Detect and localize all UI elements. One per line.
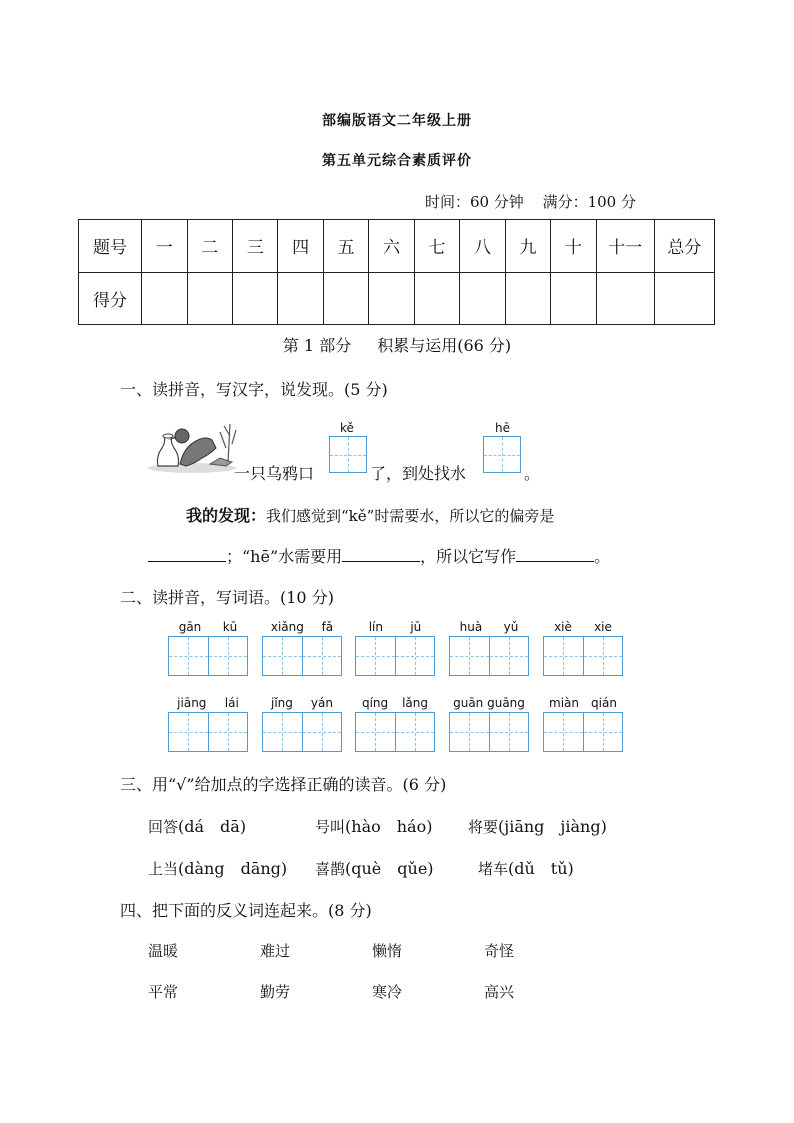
q2-writing-box[interactable] [543,712,623,752]
q2-pinyin: yán [310,696,333,710]
q2-writing-cell[interactable] [263,637,302,675]
q2-pinyin-pair [168,696,248,710]
score-header-cell: 三 [233,220,278,273]
q1-writing-box-2[interactable] [483,436,521,473]
q2-writing-cell[interactable] [302,637,342,675]
q2-pinyin: miàn [549,696,579,710]
score-header-cell: 六 [369,220,414,273]
q2-writing-box[interactable] [449,636,529,676]
q1-discovery-text: 我们感觉到“kě”时需要水，所以它的偏旁是 [266,507,555,525]
part-label: 第 1 部分 [282,336,352,355]
crow-pitcher-illustration [146,418,238,474]
q4-word-top[interactable]: 难过 [260,942,291,960]
q1-line-b: 了，到处找水 [370,464,467,483]
q2-pinyin: yǔ [503,620,519,634]
q2-writing-cell[interactable] [489,637,529,675]
score-input-cell[interactable] [414,272,459,325]
q2-writing-cell[interactable] [263,713,302,751]
score-header-cell: 一 [142,220,187,273]
q2-pinyin-pair [449,620,529,634]
q3-item [148,856,287,879]
score-header-cell: 二 [187,220,232,273]
score-header-cell: 八 [460,220,505,273]
q4-title: 四、把下面的反义词连起来。(8 分) [120,901,372,920]
score-input-cell[interactable] [596,272,654,325]
q2-pinyin: qíng [361,696,389,710]
q2-writing-box[interactable] [168,712,248,752]
q2-pinyin-pair [168,620,248,634]
q3-pinyin-options[interactable]: (hào háo) [345,817,433,836]
q2-pinyin: xiè [554,620,572,634]
q2-writing-cell[interactable] [489,713,529,751]
score-input-cell[interactable] [460,272,505,325]
q2-pinyin-pair [355,696,435,710]
q2-pinyin-pair [355,620,435,634]
paper-subtitle: 第五单元综合素质评价 [322,153,472,169]
q1-title: 一、读拼音，写汉字，说发现。(5 分) [120,380,388,399]
score-input-cell[interactable] [142,272,187,325]
score-header-cell: 五 [323,220,368,273]
q3-word: 号叫 [315,818,346,836]
score-table [78,219,715,325]
q2-pinyin-pair [449,696,529,710]
time-limit: 时间：60 分钟 [424,193,524,211]
q1-blank-3[interactable] [516,547,594,562]
score-row-label: 得分 [79,272,142,325]
q3-title: 三、用“√”给加点的字选择正确的读音。(6 分) [120,775,447,794]
q2-pinyin: xiǎng [270,620,304,634]
q4-word-bottom[interactable]: 高兴 [484,983,515,1001]
score-table-header-row [79,220,715,273]
q2-pinyin: lín [368,620,383,634]
q2-pinyin: lái [224,696,239,710]
q3-pinyin-options[interactable]: (dá dā) [178,817,247,836]
score-header-cell: 十一 [596,220,654,273]
q2-pinyin: gān [178,620,202,634]
score-header-cell: 九 [505,220,550,273]
q1-line2-b: ，所以它写作 [420,547,517,566]
q2-writing-cell[interactable] [302,713,342,751]
q1-line-a: 一只乌鸦口 [234,464,315,483]
q4-word-bottom[interactable]: 寒冷 [372,983,403,1001]
q3-pinyin-options[interactable]: (dàng dāng) [178,859,288,878]
q2-writing-cell[interactable] [583,713,623,751]
q1-line2-c: 。 [594,547,611,566]
score-input-cell[interactable] [323,272,368,325]
q3-word: 将要 [468,818,499,836]
q1-discovery-line2 [148,544,610,567]
q2-pinyin: jǐng [271,696,293,710]
q1-blank-1[interactable] [148,547,226,562]
q4-word-bottom[interactable]: 勤劳 [260,983,291,1001]
q2-writing-box[interactable] [168,636,248,676]
score-input-cell[interactable] [233,272,278,325]
q2-pinyin: qián [591,696,617,710]
q2-pinyin-pair [262,620,342,634]
part-title: 积累与运用(66 分) [377,336,512,355]
q3-item [148,814,246,837]
q3-word: 喜鹊 [315,860,346,878]
time-info [411,191,636,212]
q2-writing-box[interactable] [449,712,529,752]
q2-pinyin: kū [222,620,238,634]
q2-pinyin-pair [543,696,623,710]
q1-line2-a: ；“hē”水需要用 [226,547,343,566]
q2-writing-cell[interactable] [208,637,248,675]
score-input-cell[interactable] [187,272,232,325]
q3-word: 堵车 [478,860,509,878]
q1-blank-2[interactable] [342,547,420,562]
score-header-label: 题号 [79,220,142,273]
q1-writing-box-1[interactable] [329,436,367,473]
q2-title: 二、读拼音，写词语。(10 分) [120,588,334,607]
q2-writing-cell[interactable] [544,713,583,751]
q2-pinyin-pair [543,620,623,634]
score-input-cell[interactable] [278,272,323,325]
q4-word-top[interactable]: 温暖 [148,942,179,960]
score-table-score-row [79,272,715,325]
q3-word: 回答 [148,818,179,836]
q3-item [478,856,574,879]
q3-item [468,814,607,837]
q2-writing-cell[interactable] [356,713,395,751]
q3-pinyin-options[interactable]: (dǔ tǔ) [508,859,574,878]
q2-writing-box[interactable] [543,636,623,676]
q4-word-bottom[interactable]: 平常 [148,983,179,1001]
full-score: 满分：100 分 [542,193,636,211]
score-header-cell: 四 [278,220,323,273]
q3-pinyin-options[interactable]: (què qǔe) [345,859,434,878]
q1-line-c: 。 [524,464,541,483]
score-header-cell: 十 [551,220,596,273]
q2-writing-cell[interactable] [169,637,208,675]
q4-word-top[interactable]: 奇怪 [484,942,515,960]
q2-writing-cell[interactable] [450,637,489,675]
score-header-cell: 总分 [654,220,714,273]
q2-writing-box[interactable] [262,636,342,676]
score-header-cell: 七 [414,220,459,273]
q2-writing-box[interactable] [262,712,342,752]
score-input-cell[interactable] [369,272,414,325]
q2-writing-cell[interactable] [169,713,208,751]
q2-writing-cell[interactable] [450,713,489,751]
q2-writing-cell[interactable] [208,713,248,751]
q2-writing-cell[interactable] [583,637,623,675]
q2-writing-box[interactable] [355,712,435,752]
q2-writing-cell[interactable] [544,637,583,675]
q3-item [315,856,434,879]
q2-pinyin: jiāng [177,696,207,710]
q2-pinyin: fǎ [321,620,334,634]
q3-pinyin-options[interactable]: (jiāng jiàng) [498,817,607,836]
q2-pinyin: huà [459,620,483,634]
q1-pinyin-2: hē [495,421,510,435]
q1-discovery [186,503,554,526]
q4-word-top[interactable]: 懒惰 [372,942,403,960]
q2-pinyin: lǎng [402,696,429,710]
q2-writing-cell[interactable] [395,713,435,751]
q1-pinyin-1: kě [340,421,354,435]
q2-pinyin: xie [594,620,612,634]
q2-pinyin: guān guāng [453,696,525,710]
paper-title: 部编版语文二年级上册 [322,113,472,129]
q2-writing-box[interactable] [355,636,435,676]
q1-discovery-label: 我的发现： [186,506,267,525]
q3-word: 上当 [148,860,179,878]
q2-pinyin-pair [262,696,342,710]
score-input-cell[interactable] [505,272,550,325]
q2-pinyin: jū [410,620,422,634]
q2-writing-cell[interactable] [356,637,395,675]
q3-item [315,814,432,837]
score-input-cell[interactable] [654,272,714,325]
q2-writing-cell[interactable] [395,637,435,675]
part-heading [0,333,794,356]
score-input-cell[interactable] [551,272,596,325]
